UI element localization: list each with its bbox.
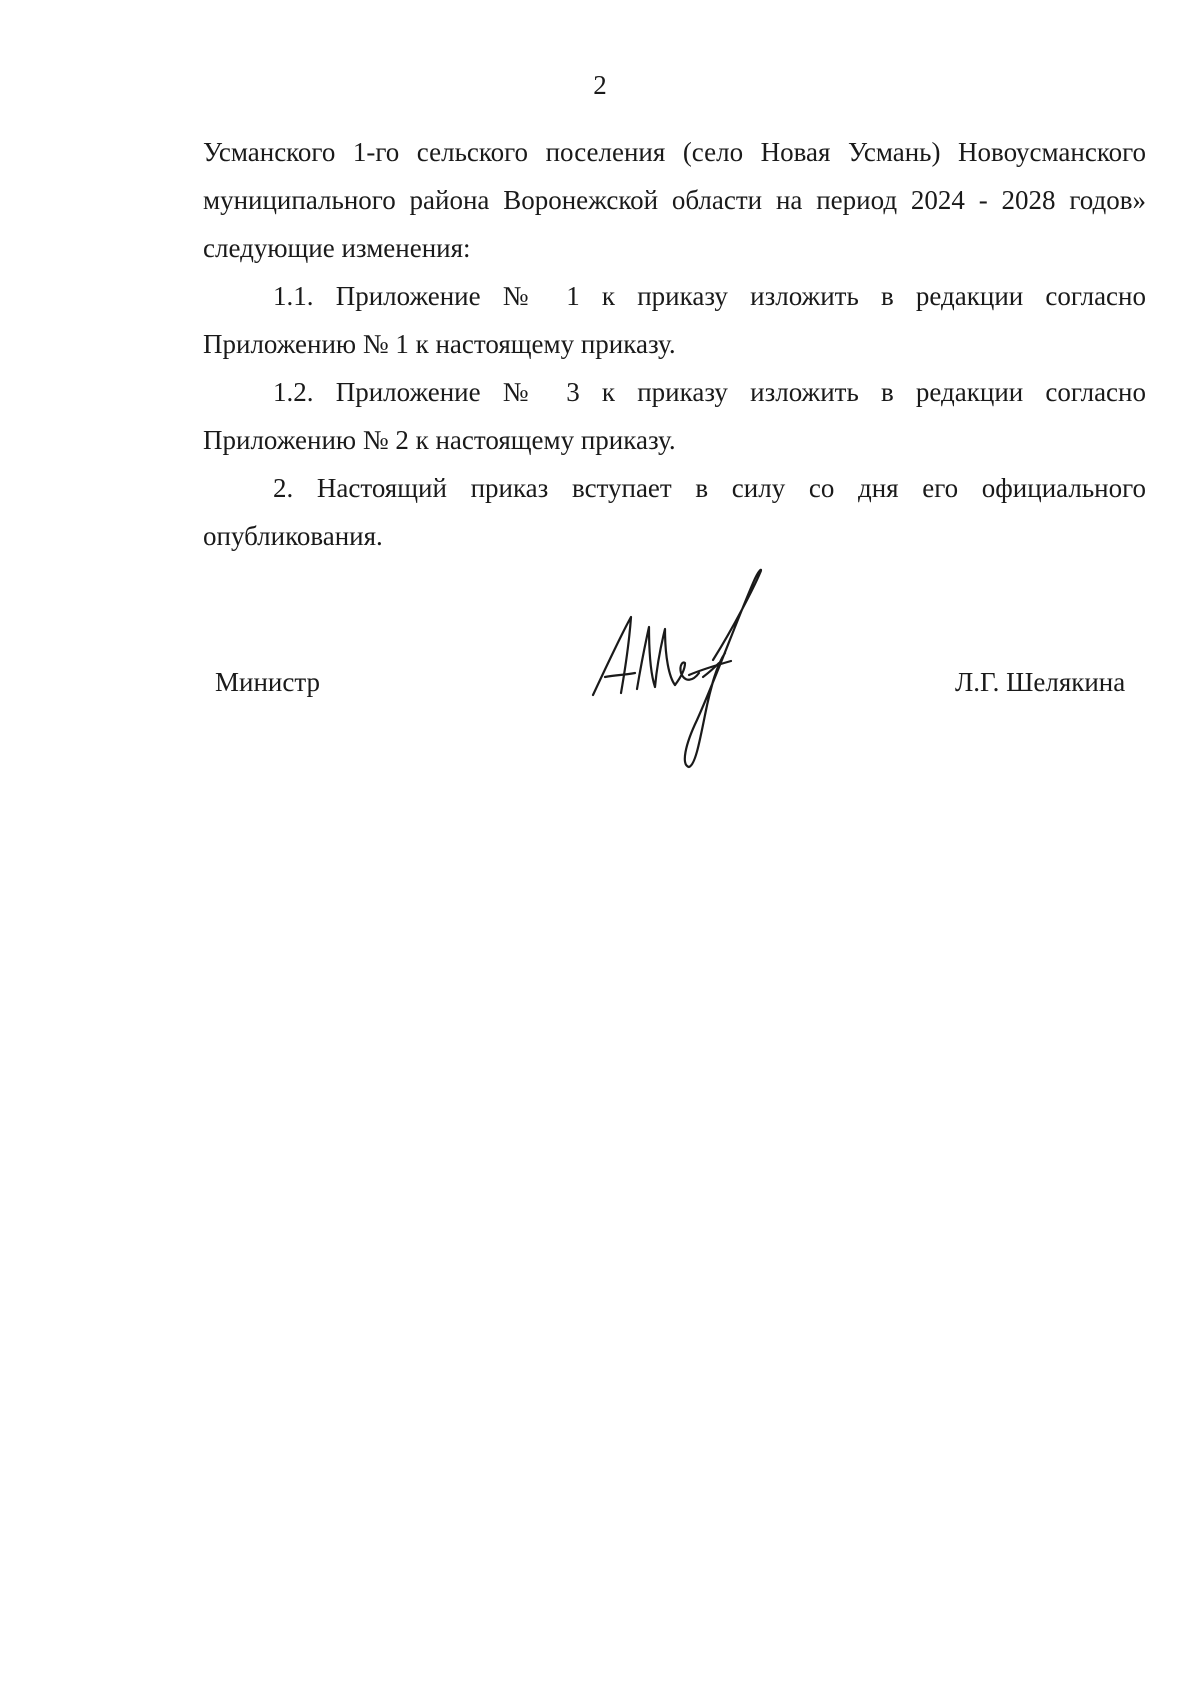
signatory-position: Министр [215, 667, 320, 697]
paragraph-item-2: 2. Настоящий приказ вступает в силу со дня его официального опубликования. [203, 473, 1146, 551]
page-number: 2 [593, 70, 607, 100]
paragraph-item-1-1: 1.1. Приложение № 1 к приказу изложить в редакции согласно Приложению № 1 к настоящему приказу. [203, 281, 1146, 359]
handwritten-signature [585, 565, 795, 775]
signature-block [0, 0, 1200, 800]
signatory-name: Л.Г. Шелякина [955, 667, 1126, 697]
paragraph-continuation: Усманского 1-го сельского поселения (село Новая Усмань) Новоусманского муниципального района Воронежской области на период 2024 - 2028 годов» следующие изменения: [203, 137, 1146, 263]
paragraph-item-1-2: 1.2. Приложение № 3 к приказу изложить в редакции согласно Приложению № 2 к настоящему приказу. [203, 377, 1146, 455]
